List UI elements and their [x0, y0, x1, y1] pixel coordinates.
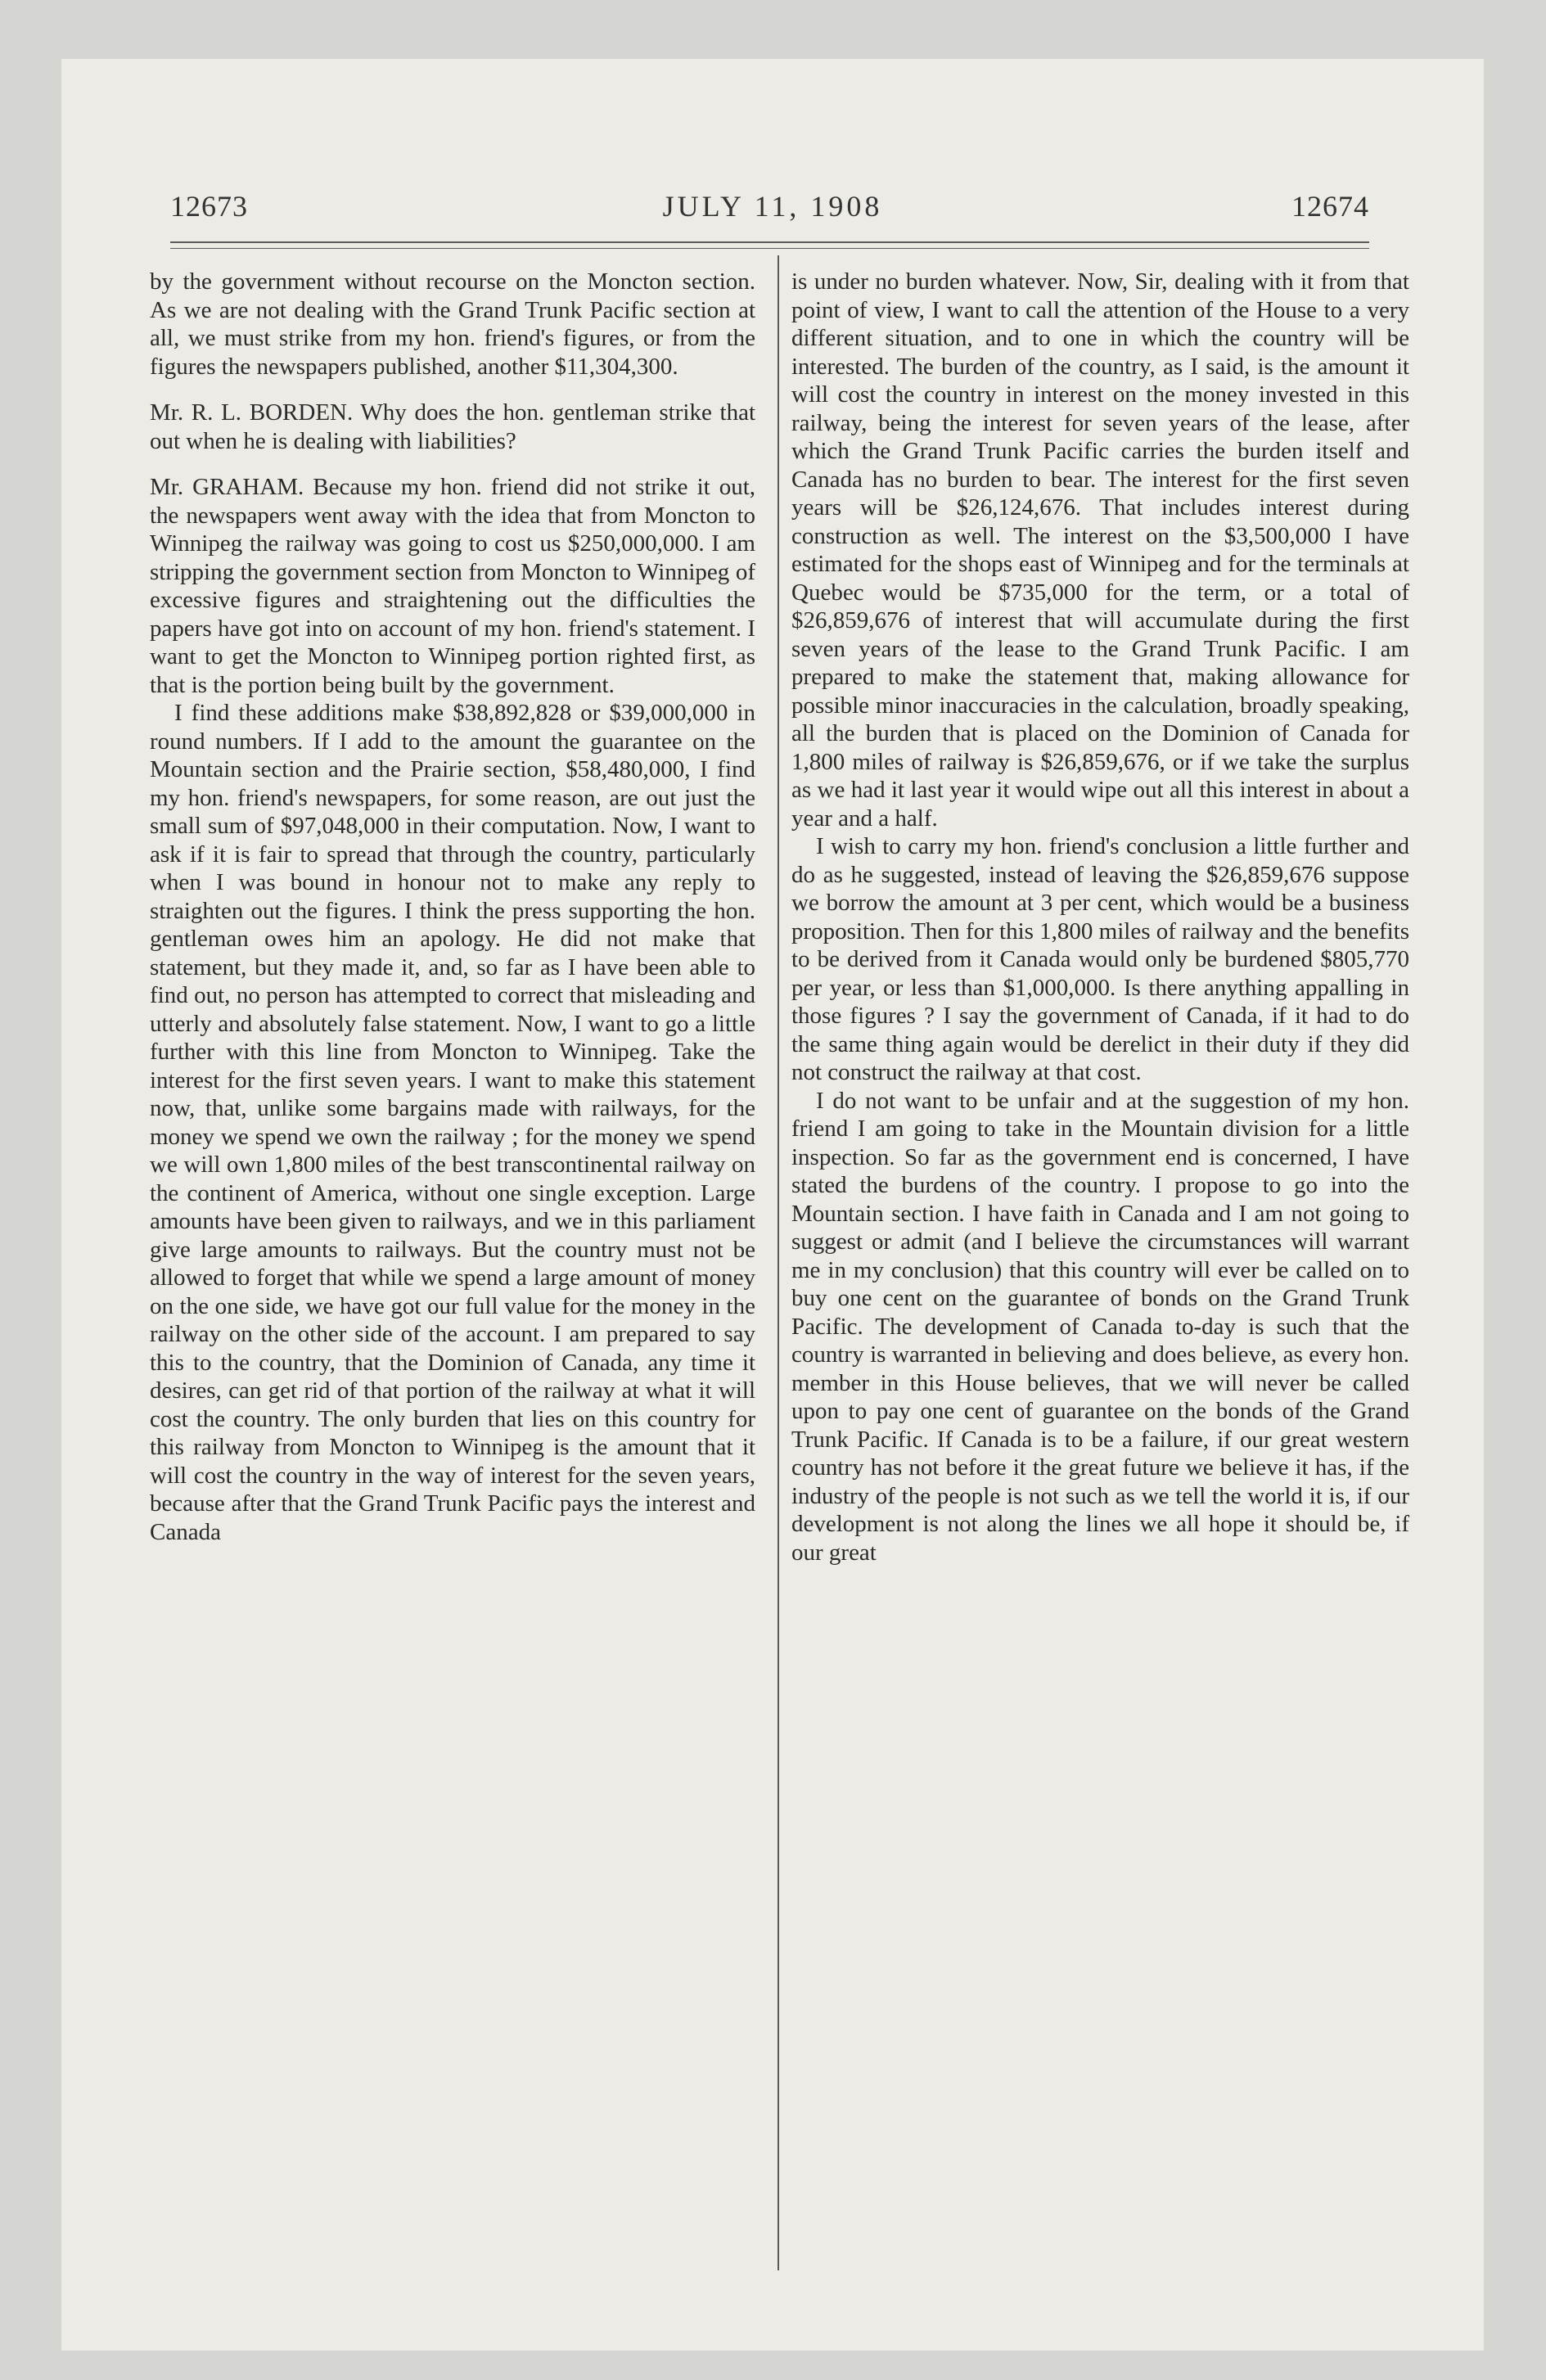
paragraph-borden-question: Mr. R. L. BORDEN. Why does the hon. gentleman strike that out when he is dealing with liabilities?	[150, 399, 755, 454]
header-rule-thin	[170, 248, 1369, 249]
header-rule	[170, 241, 1369, 243]
paragraph: by the government without recourse on the Moncton section. As we are not dealing with the Grand Trunk Pacific section at all, we must strike from my hon. friend's figures, or from the figures the newspapers published, another $11,304,300.	[150, 268, 755, 380]
paragraph-graham-reply: Mr. GRAHAM. Because my hon. friend did not strike it out, the newspapers went away with the idea that from Moncton to Winnipeg the railway was going to cost us $250,000,000. I am stripping the government section from Moncton to Winnipeg of excessive figures and straightening out the difficulties the papers have got into on account of my hon. friend's statement. I want to get the Moncton to Winnipeg portion righted first, as that is the portion being built by the government.	[150, 474, 755, 698]
page-date: JULY 11, 1908	[662, 190, 883, 223]
paragraph: I do not want to be unfair and at the suggestion of my hon. friend I am going to take in the Mountain division for a little inspection. So far as the government end is concerned, I have stated the burdens of the country. I propose to go into the Mountain section. I have faith in Canada and I am not going to suggest or admit (and I believe the circumstances will warrant me in my conclusion) that this country will ever be called on to buy one cent on the guarantee of bonds on the Grand Trunk Pacific. The development of Canada to-day is such that the country is warranted in believing and does believe, as every hon. member in this House believes, that we will never be called upon to pay one cent of guarantee on the bonds of the Grand Trunk Pacific. If Canada is to be a failure, if our great western country has not before it the great future we believe it has, if the industry of the people is not such as we tell the world it is, if our development is not along the lines we all hope it should be, if our great	[791, 1087, 1409, 1566]
paragraph: I wish to carry my hon. friend's conclusion a little further and do as he suggested, instead of leaving the $26,859,676 suppose we borrow the amount at 3 per cent, which would be a business proposition. Then for this 1,800 miles of railway and the benefits to be derived from it Canada would only be burdened $805,770 per year, or less than $1,000,000. Is there anything appalling in those figures ? I say the government of Canada, if it had to do the same thing again would be derelict in their duty if they did not construct the railway at that cost.	[791, 833, 1409, 1085]
paragraph: is under no burden whatever. Now, Sir, dealing with it from that point of view, I want to call the attention of the House to a very different situation, and to one in which the country will be interested. The burden of the country, as I said, is the amount it will cost the country in interest on the money invested in this railway, being the interest for seven years of the lease, after which the Grand Trunk Pacific carries the burden itself and Canada has no burden to bear. The interest for the first seven years will be $26,124,676. That includes interest during construction as well. The interest on the $3,500,000 I have estimated for the shops east of Winnipeg and for the terminals at Quebec would be $735,000 for the term, or a total of $26,859,676 of interest that will accumulate during the first seven years of the lease to the Grand Trunk Pacific. I am prepared to make the statement that, making allowance for possible minor inaccuracies in the calculation, broadly speaking, all the burden that is placed on the Dominion of Canada for 1,800 miles of railway is $26,859,676, or if we take the surplus as we had it last year it would wipe out all this interest in about a year and a half.	[791, 268, 1409, 832]
paragraph: I find these additions make $38,892,828 or $39,000,000 in round numbers. If I add to the amount the guarantee on the Mountain section and the Prairie section, $58,480,000, I find my hon. friend's newspapers, for some reason, are out just the small sum of $97,048,000 in their computation. Now, I want to ask if it is fair to spread that through the country, particularly when I was bound in honour not to make any reply to straighten out the figures. I think the press supporting the hon. gentleman owes him an apology. He did not make that statement, but they made it, and, so far as I have been able to find out, no person has attempted to correct that misleading and utterly and absolutely false statement. Now, I want to go a little further with this line from Moncton to Winnipeg. Take the interest for the first seven years. I want to make this statement now, that, unlike some bargains made with railways, for the money we spend we own the railway ; for the money we spend we will own 1,800 miles of the best transcontinental railway on the continent of America, without one single exception. Large amounts have been given to railways, and we in this parliament give large amounts to railways. But the country must not be allowed to forget that while we spend a large amount of money on the one side, we have got our full value for the money in the railway on the other side of the account. I am prepared to say this to the country, that the Dominion of Canada, any time it desires, can get rid of that portion of the railway at what it will cost the country. The only burden that lies on this country for this railway from Moncton to Winnipeg is the amount that it will cost the country in the way of interest for the seven years, because after that the Grand Trunk Pacific pays the interest and Canada	[150, 700, 755, 1545]
left-page-number: 12673	[170, 190, 248, 223]
left-column	[150, 268, 755, 1546]
right-page-number: 12674	[1291, 190, 1369, 223]
right-column	[791, 268, 1409, 1566]
hansard-page	[61, 59, 1484, 2351]
column-divider	[778, 255, 779, 2270]
